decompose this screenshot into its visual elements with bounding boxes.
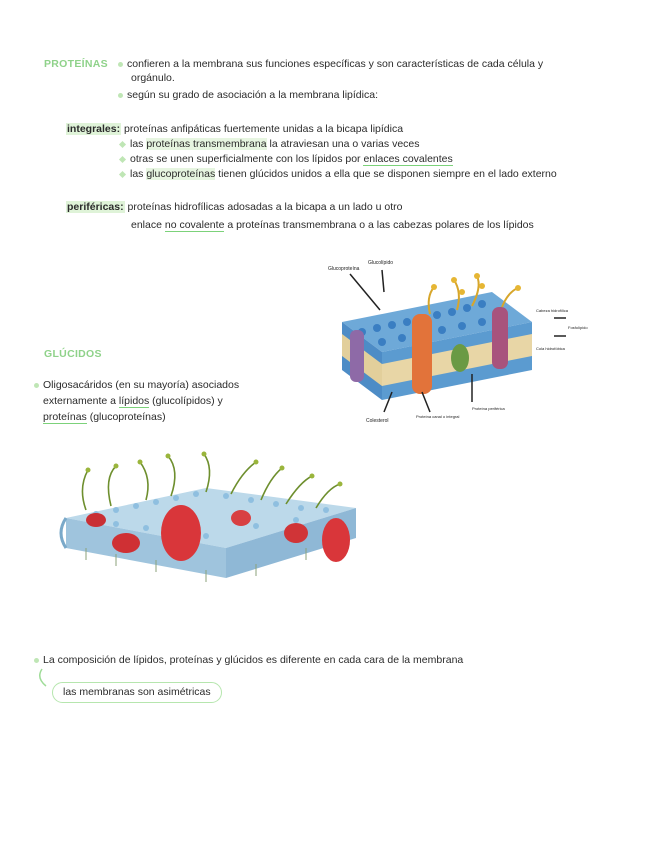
label-fosfolipido: Fosfolípido [568,325,588,330]
curved-arrow-icon [36,668,50,690]
integrales-line [66,122,403,136]
bullet-icon [118,93,123,98]
label-proteina-periferica: Proteína periférica [472,406,505,411]
perifericas-text: proteínas hidrofílicas adosadas a la bicapa a un lado u otro [127,201,403,213]
integrales-bullet-1: las proteínas transmembrana la atraviesan una o varias veces [120,137,420,151]
proteinas-line1b: orgánulo. [131,72,175,84]
membrane-3d-illustration [56,448,356,598]
proteinas-line1: confieren a la membrana sus funciones específicas y son características de cada célula y [118,57,543,71]
proteinas-line2: según su grado de asociación a la membrana lipídica: [118,88,378,102]
perifericas-line2: enlace no covalente a proteínas transmembrana o a las cabezas polares de los lípidos [131,219,534,231]
bullet-diamond-icon [119,141,126,148]
bullet-icon [118,62,123,67]
perifericas-label: periféricas: [67,201,124,213]
integrales-bullet-2: otras se unen superficialmente con los lípidos por enlaces covalentes [120,152,453,166]
integrales-bullet-3: las glucoproteínas tienen glúcidos unidos a ella que se disponen siempre en el lado externo [120,167,557,181]
integrales-text: proteínas anfipáticas fuertemente unidas a la bicapa lipídica [124,123,404,135]
label-proteina-canal: Proteína canal o integral [416,414,460,419]
integrales-label: integrales: [67,123,121,135]
perifericas-line [66,200,402,214]
glucidos-line3: proteínas (glucoproteínas) [43,411,166,423]
bullet-diamond-icon [119,156,126,163]
glucidos-line1: Oligosacáridos (en su mayoría) asociados [34,378,239,392]
label-colesterol: Colesterol [366,418,389,424]
label-cola-hidrofobica: Cola hidrofóbica [536,346,565,351]
membrane-diagram-figure [322,252,596,430]
label-glucolipido: Glucolípido [368,260,394,266]
glucidos-line2: externamente a lípidos (glucolípidos) y [43,395,223,407]
section-heading-proteinas: PROTEÍNAS [44,58,108,70]
bullet-icon [34,658,39,663]
conclusion-boxed: las membranas son asimétricas [52,682,222,703]
bullet-diamond-icon [119,171,126,178]
label-cabeza-hidrofilica: Cabeza hidrofílica [536,308,569,313]
bullet-icon [34,383,39,388]
conclusion-line: La composición de lípidos, proteínas y glúcidos es diferente en cada cara de la membrana [34,653,463,667]
section-heading-glucidos: GLÚCIDOS [44,348,102,360]
label-glucoproteina: Glucoproteína [328,266,360,272]
